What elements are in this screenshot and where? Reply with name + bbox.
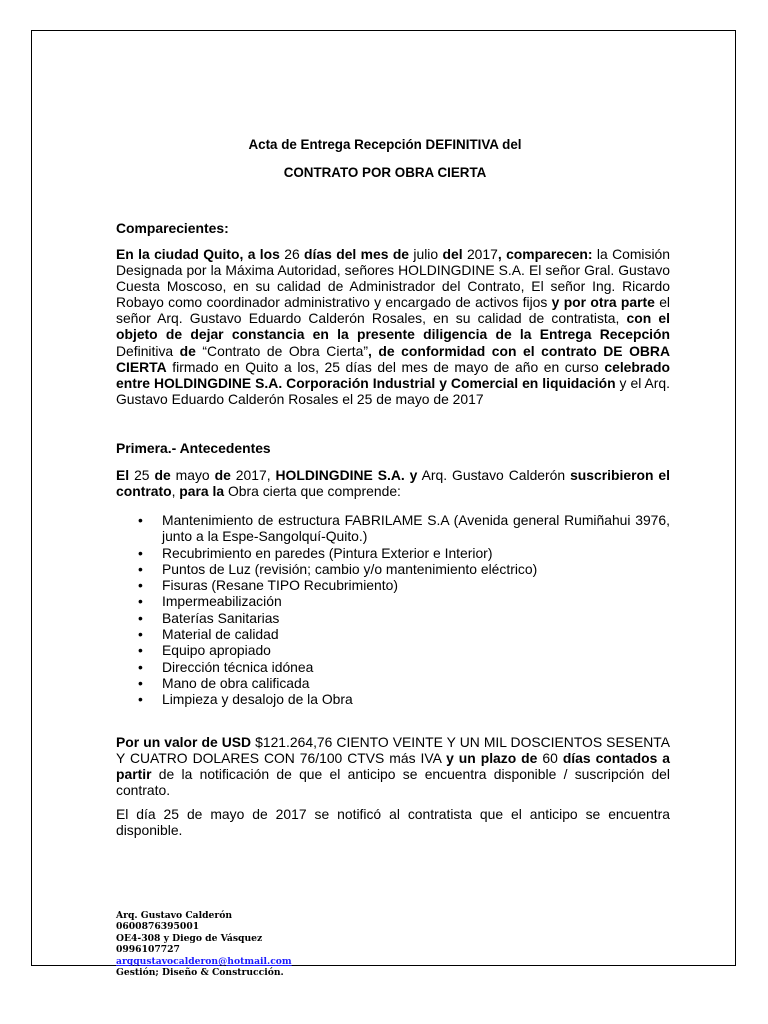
section-heading-comparecientes: Comparecientes:: [116, 220, 229, 236]
signature-email-link[interactable]: arqgustavocalderon@hotmail.com: [116, 955, 292, 967]
signature-block: [116, 910, 292, 978]
document-title-line-2: CONTRATO POR OBRA CIERTA: [283, 165, 487, 180]
list-item: • Impermeabilización: [138, 593, 282, 610]
list-item: • Fisuras (Resane TIPO Recubrimiento): [138, 577, 398, 594]
list-item: • Material de calidad: [138, 626, 279, 643]
bullet-icon: •: [138, 544, 143, 561]
signature-phone: 0996107727: [116, 944, 180, 956]
bullet-icon: •: [138, 609, 143, 626]
valor-paragraph: Por un valor de USD $121.264,76 CIENTO VEINTE Y UN MIL DOSCIENTOS SESENTA Y CUATRO DOLARES CON 76/100 CTVS más IVA y un plazo de 60 días contados a partir de la notificación de que el anticipo se encuentra disponible / suscripción del contrato.: [116, 734, 671, 799]
bullet-icon: •: [138, 560, 143, 577]
list-item: • Mantenimiento de estructura FABRILAME S.A (Avenida general Rumiñahui 3976, junto a la Espe-Sangolquí-Quito.): [138, 512, 670, 545]
list-item: • Equipo apropiado: [138, 642, 271, 659]
comparecientes-paragraph: En la ciudad Quito, a los 26 días del mes de julio del 2017, comparecen: la Comisión Designada por la Máxima Autoridad, señores HOLDINGDINE S.A. El señor Gral. Gustavo Cuesta Moscoso, en su calidad de Administrador del Contrato, El señor Ing. Ricardo Robayo como coordinador administrativo y encargado de activos fijos y por otra parte el señor Arq. Gustavo Eduardo Calderón Rosales, en su calidad de contratista, con el objeto de dejar constancia en la presente diligencia de la Entrega Recepción Definitiva de “Contrato de Obra Cierta”, de conformidad con el contrato DE OBRA CIERTA firmado en Quito a los, 25 días del mes de mayo de año en curso celebrado entre HOLDINGDINE S.A. Corporación Industrial y Comercial en liquidación y el Arq. Gustavo Eduardo Calderón Rosales el 25 de mayo de 2017: [116, 246, 671, 407]
list-item: • Mano de obra calificada: [138, 674, 310, 691]
work-items-list: [116, 512, 670, 708]
bullet-icon: •: [138, 674, 143, 691]
list-item: • Dirección técnica idónea: [138, 658, 314, 675]
signature-name: Arq. Gustavo Calderón: [116, 910, 233, 921]
signature-tagline: Gestión; Diseño & Construcción.: [116, 967, 284, 979]
signature-address: OE4-308 y Diego de Vásquez: [116, 932, 263, 944]
notificacion-paragraph: El día 25 de mayo de 2017 se notificó al contratista que el anticipo se encuentra disponible.: [116, 806, 670, 839]
bullet-icon: •: [138, 593, 143, 610]
bullet-icon: •: [138, 642, 143, 659]
bullet-icon: •: [138, 577, 143, 594]
signature-id: 0600876395001: [116, 921, 200, 933]
document-title-line-1: Acta de Entrega Recepción DEFINITIVA del: [248, 137, 522, 152]
section-heading-primera-antecedentes: Primera.- Antecedentes: [116, 440, 271, 456]
bullet-icon: •: [138, 626, 143, 643]
bullet-icon: •: [138, 691, 143, 708]
list-item: • Puntos de Luz (revisión; cambio y/o mantenimiento eléctrico): [138, 560, 538, 577]
antecedentes-paragraph: El 25 de mayo de 2017, HOLDINGDINE S.A. y Arq. Gustavo Calderón suscribieron el contrato, para la Obra cierta que comprende:: [116, 467, 670, 500]
bullet-icon: •: [138, 658, 143, 675]
list-item: • Limpieza y desalojo de la Obra: [138, 691, 353, 708]
bullet-icon: •: [138, 512, 143, 528]
list-item: • Baterías Sanitarias: [138, 609, 280, 626]
list-item: • Recubrimiento en paredes (Pintura Exterior e Interior): [138, 544, 493, 561]
